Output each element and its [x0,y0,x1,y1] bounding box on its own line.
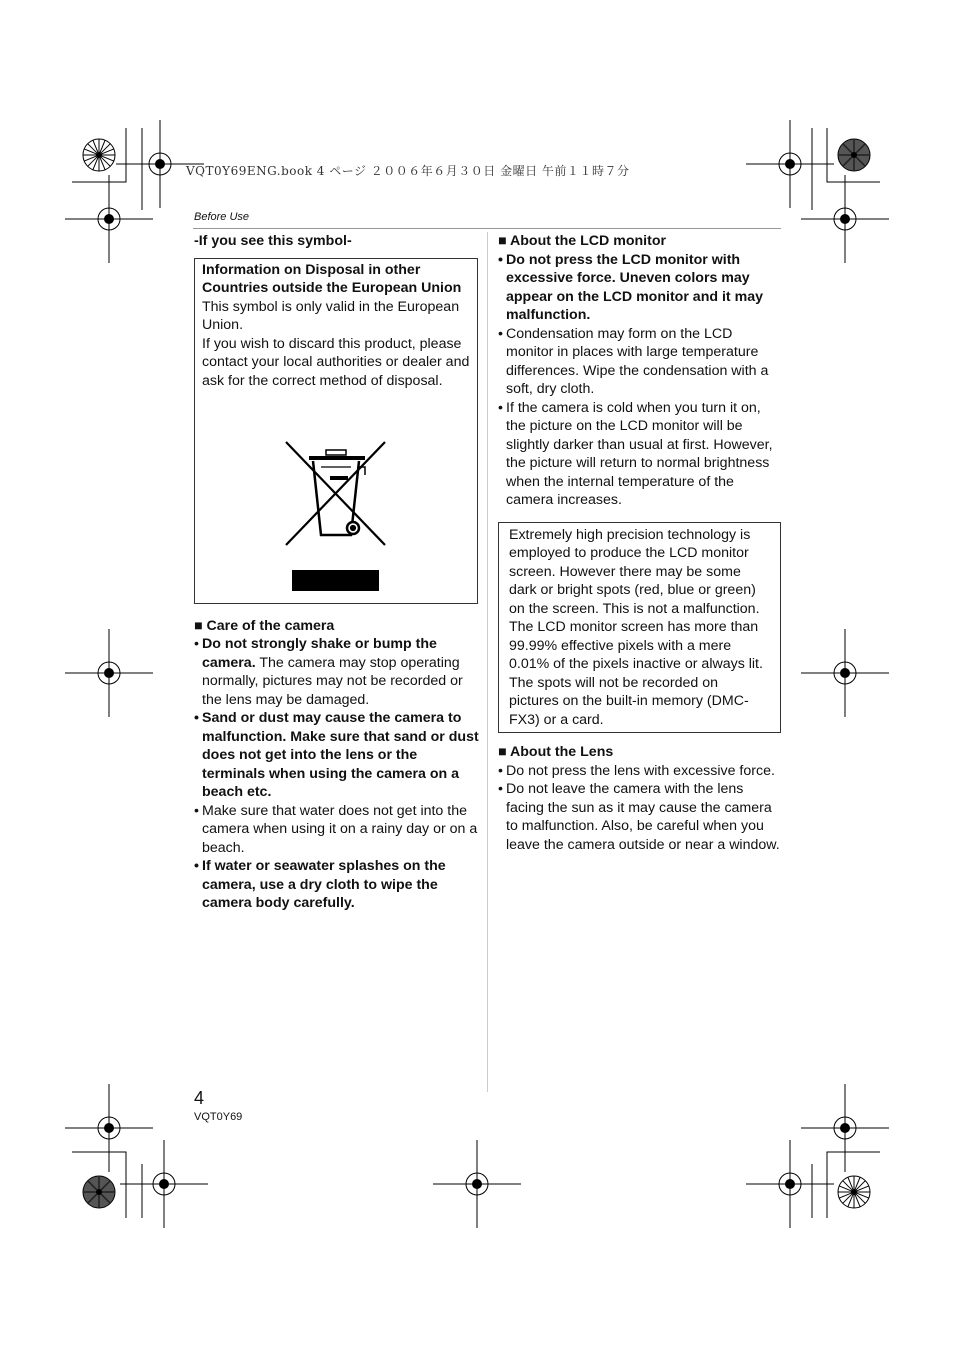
crossed-out-wheelie-bin-icon [281,437,393,597]
lcd-section [498,232,781,510]
section-label: Before Use [194,211,250,223]
care-heading-text: Care of the camera [206,617,335,634]
lens-heading [498,743,781,762]
intro-text: -If you see this symbol- [194,233,352,249]
care-section [194,617,480,913]
list-item: • Do not leave the camera with the lens facing the sun as it may cause the camera to malfunction. Also, be careful when you leave the camera outside or near a window. [498,780,781,854]
lcd-heading-text: About the LCD monitor [510,233,667,249]
disposal-box [194,258,478,604]
disposal-title: Information on Disposal in other Countries outside the European Union [202,261,462,296]
disposal-text-1: This symbol is only valid in the European Union. [202,298,460,333]
list-item [194,635,480,709]
care-heading-marker: ■ [194,617,203,634]
lens-section [498,743,781,854]
column-divider [487,232,488,1092]
disposal-text-2: If you wish to discard this product, please contact your local authorities or dealer and ask for the correct method of disposal. [202,335,470,389]
right-column [498,232,781,854]
lens-heading-text: About the Lens [510,744,614,760]
lcd-note-box [498,522,781,734]
list-item: • Condensation may form on the LCD monitor in places with large temperature differences. Wipe the condensation with a soft, dry cloth. [498,325,781,399]
model-code: VQT0Y69 [194,1111,243,1123]
list-item: • Sand or dust may cause the camera to malfunction. Make sure that sand or dust does not get into the lens or the terminals when using the camera on a beach etc. [194,709,480,802]
list-item: • If the camera is cold when you turn it on, the picture on the LCD monitor will be slightly darker than usual at first. However, the picture will return to normal brightness when the internal temperature of the camera increases. [498,399,781,510]
lcd-note-text: Extremely high precision technology is employed to produce the LCD monitor screen. However there may be some dark or bright spots (red, blue or green) on the screen. This is not a malfunction. The LCD monitor screen has more than 99.99% effective pixels with a mere 0.01% of the pixels inactive or always lit. The spots will not be recorded on pictures on the built-in memory (DMC-FX3) or a card. [509,526,763,728]
print-header: VQT0Y69ENG.book 4 ページ ２００６年６月３０日 金曜日 午前１１時７分 [186,164,630,178]
list-item: • Do not press the LCD monitor with excessive force. Uneven colors may appear on the LCD monitor and it may malfunction. [498,251,781,325]
list-item: • Do not press the lens with excessive force. [498,762,781,781]
care-item-1-rest: The camera may stop operating normally, pictures may not be recorded or the lens may be damaged. [202,654,463,708]
care-heading [194,617,480,636]
care-item-1-bold: Do not strongly shake or bump the camera. [202,636,437,671]
list-item: • If water or seawater splashes on the camera, use a dry cloth to wipe the camera body carefully. [194,857,480,913]
lens-heading-marker: ■ [498,744,507,760]
header-rule [193,228,781,229]
list-item: • Make sure that water does not get into the camera when using it on a rainy day or on a beach. [194,802,480,858]
left-column [194,232,480,913]
page-number: 4 [194,1088,205,1108]
lcd-heading-marker: ■ [498,233,507,249]
lcd-heading [498,232,781,251]
